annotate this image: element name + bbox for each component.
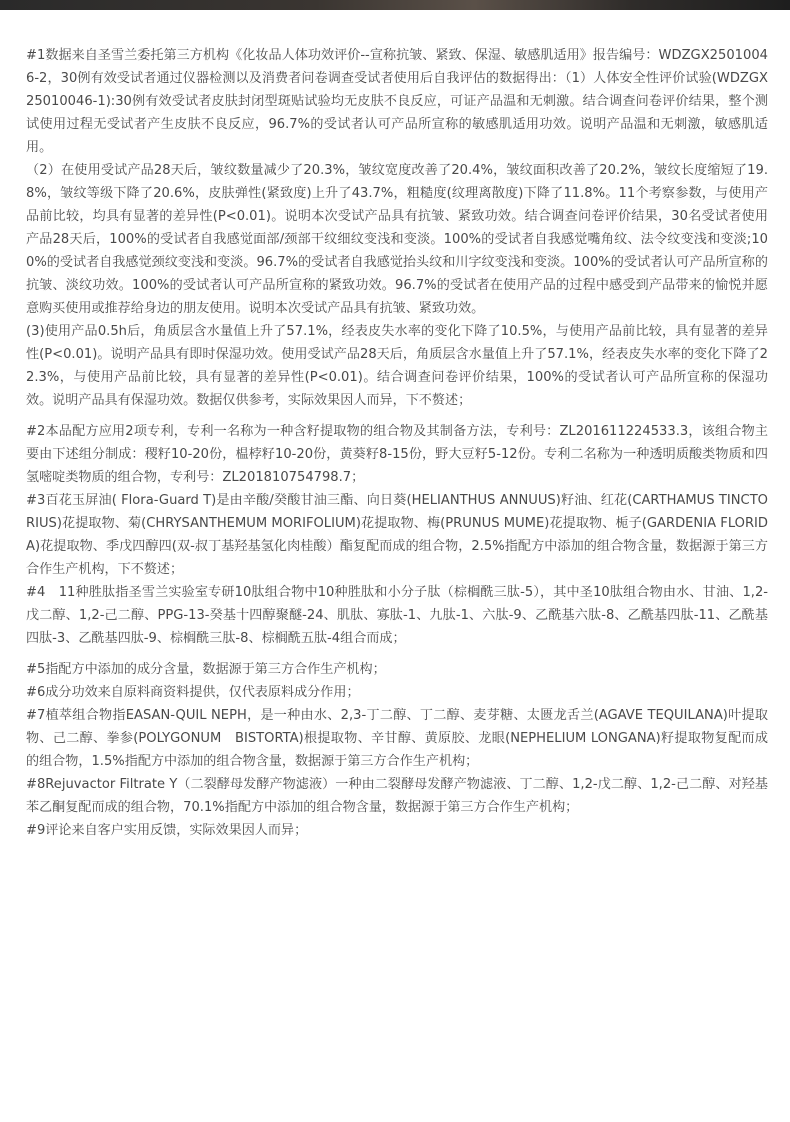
note-6-paragraph: #6成分功效来自原料商资料提供，仅代表原料成分作用； [26, 685, 360, 700]
note-2-paragraph: #2本品配方应用2项专利，专利一名称为一种含籽提取物的组合物及其制备方法，专利号：ZL201611224533.3，该组合物主要由下述组分制成：稷籽10-20份，榅桲籽10-20份，黄葵籽8-15份，野大豆籽5-12份。专利二名称为一种透明质酸类物质和四氢嘧啶类物质的组合物，专利号：ZL201810754798.7； [26, 424, 768, 485]
note-7-paragraph: #7植萃组合物指EASAN-QUIL NEPH，是一种由水、2,3-丁二醇、丁二醇、麦芽糖、太匮龙舌兰(AGAVE TEQUILANA)叶提取物、己二醇、拳参(POLYGONUM BISTORTA)根提取物、辛甘醇、黄原胶、龙眼(NEPHELIUM LONGANA)籽提取物复配而成的组合物，1.5%指配方中添加的组合物含量，数据源于第三方合作生产机构； [26, 708, 768, 769]
note-5-paragraph: #5指配方中添加的成分含量，数据源于第三方合作生产机构； [26, 662, 386, 677]
note-1-paragraph: #1数据来自圣雪兰委托第三方机构《化妆品人体功效评价--宣称抗皱、紧致、保湿、敏感肌适用》报告编号：WDZGX25010046-2，30例有效受试者通过仪器检测以及消费者问卷调查受试者使用后自我评估的数据得出：（1）人体安全性评价试验(WDZGX25010046-1):30例有效受试者皮肤封闭型斑贴试验均无皮肤不良反应，可证产品温和无刺激。结合调查问卷评价结果，整个测试使用过程无受试者产生皮肤不良反应，96.7%的受试者认可产品所宣称的敏感肌适用功效。说明产品温和无刺激，敏感肌适用。 [26, 48, 768, 155]
top-decorative-band [0, 0, 790, 10]
note-4-paragraph: #4 11种胜肽指圣雪兰实验室专研10肽组合物中10种胜肽和小分子肽（棕榈酰三肽-5），其中圣10肽组合物由水、甘油、1,2-戊二醇、1,2-己二醇、PPG-13-癸基十四醇聚醚-24、肌肽、寡肽-1、九肽-1、六肽-9、乙酰基六肽-8、乙酰基四肽-11、乙酰基四肽-3、乙酰基四肽-9、棕榈酰三肽-8、棕榈酰五肽-4组合而成； [26, 585, 768, 646]
disclaimer-notes [26, 44, 768, 842]
note-1-part-3-paragraph: (3)使用产品0.5h后，角质层含水量值上升了57.1%，经表皮失水率的变化下降了10.5%，与使用产品前比较，具有显著的差异性(P<0.01)。说明产品具有即时保湿功效。使用受试产品28天后，角质层含水量值上升了57.1%，经表皮失水率的变化下降了22.3%，与使用产品前比较，具有显著的差异性(P<0.01)。结合调查问卷评价结果，100%的受试者认可产品所宣称的保湿功效。说明产品具有保湿功效。数据仅供参考，实际效果因人而异，下不赘述； [26, 324, 768, 408]
note-1-part-2-paragraph: （2）在使用受试产品28天后，皱纹数量减少了20.3%，皱纹宽度改善了20.4%，皱纹面积改善了20.2%，皱纹长度缩短了19.8%，皱纹等级下降了20.6%，皮肤弹性(紧致度)上升了43.7%，粗糙度(纹理离散度)下降了11.8%。11个考察参数，与使用产品前比较，均具有显著的差异性(P<0.01)。说明本次受试产品具有抗皱、紧致功效。结合调查问卷评价结果，30名受试者使用产品28天后，100%的受试者自我感觉面部/颈部干纹细纹变浅和变淡。100%的受试者自我感觉嘴角纹、法令纹变浅和变淡;100%的受试者自我感觉颈纹变浅和变淡。96.7%的受试者自我感觉抬头纹和川字纹变浅和变淡。100%的受试者认可产品所宣称的抗皱、淡纹功效。100%的受试者认可产品所宣称的紧致功效。96.7%的受试者在使用产品的过程中感受到产品带来的愉悦并愿意购买使用或推荐给身边的朋友使用。说明本次受试产品具有抗皱、紧致功效。 [26, 163, 768, 316]
note-9-paragraph: #9评论来自客户实用反馈，实际效果因人而异； [26, 823, 308, 838]
note-3-paragraph: #3百花玉屏油( Flora-Guard T)是由辛酸/癸酸甘油三酯、向日葵(HELIANTHUS ANNUUS)籽油、红花(CARTHAMUS TINCTORIUS)花提取物、菊(CHRYSANTHEMUM MORIFOLIUM)花提取物、梅(PRUNUS MUME)花提取物、栀子(GARDENIA FLORIDA)花提取物、季戊四醇四(双-叔丁基羟基氢化肉桂酸）酯复配而成的组合物，2.5%指配方中添加的组合物含量，数据源于第三方合作生产机构，下不赘述； [26, 493, 768, 577]
note-8-paragraph: #8Rejuvactor Filtrate Y（二裂酵母发酵产物滤液）一种由二裂酵母发酵产物滤液、丁二醇、1,2-戊二醇、1,2-己二醇、对羟基苯乙酮复配而成的组合物，70.1%指配方中添加的组合物含量，数据源于第三方合作生产机构； [26, 777, 768, 815]
